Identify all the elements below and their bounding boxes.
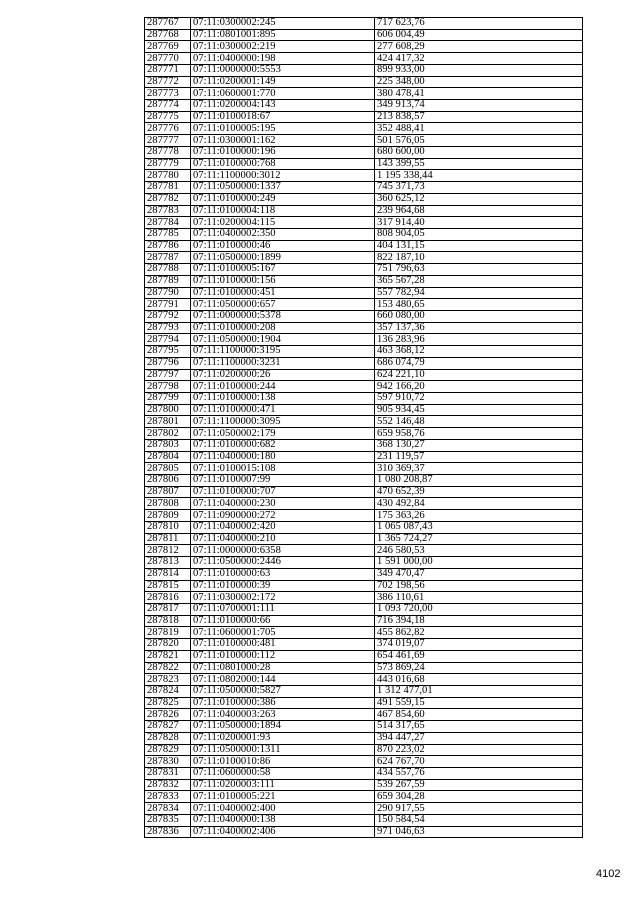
row-number-cell: 287823 bbox=[145, 674, 191, 686]
table-row bbox=[145, 18, 583, 30]
row-number-cell: 287797 bbox=[145, 369, 191, 381]
value-cell: 349 470,47 bbox=[375, 568, 583, 580]
cadastral-number-cell: 07:11:0400000:180 bbox=[191, 451, 375, 463]
table-row bbox=[145, 228, 583, 240]
row-number-cell: 287779 bbox=[145, 158, 191, 170]
cadastral-number-cell: 07:11:0500000:1337 bbox=[191, 182, 375, 194]
value-cell: 905 934,45 bbox=[375, 404, 583, 416]
cadastral-number-cell: 07:11:1100000:3012 bbox=[191, 170, 375, 182]
table-row bbox=[145, 732, 583, 744]
value-cell: 360 625,12 bbox=[375, 193, 583, 205]
row-number-cell: 287794 bbox=[145, 334, 191, 346]
cadastral-number-cell: 07:11:0400002:420 bbox=[191, 521, 375, 533]
table-row bbox=[145, 393, 583, 405]
value-cell: 404 131,15 bbox=[375, 240, 583, 252]
row-number-cell: 287814 bbox=[145, 568, 191, 580]
table-row bbox=[145, 756, 583, 768]
cadastral-number-cell: 07:11:0100000:196 bbox=[191, 146, 375, 158]
value-cell: 808 904,05 bbox=[375, 228, 583, 240]
table-row bbox=[145, 674, 583, 686]
value-cell: 899 933,00 bbox=[375, 64, 583, 76]
table-row bbox=[145, 29, 583, 41]
cadastral-number-cell: 07:11:0100000:451 bbox=[191, 287, 375, 299]
row-number-cell: 287785 bbox=[145, 228, 191, 240]
value-cell: 175 363,26 bbox=[375, 510, 583, 522]
cadastral-number-cell: 07:11:0500000:1904 bbox=[191, 334, 375, 346]
row-number-cell: 287780 bbox=[145, 170, 191, 182]
value-cell: 971 046,63 bbox=[375, 826, 583, 838]
table-row bbox=[145, 428, 583, 440]
table-row bbox=[145, 826, 583, 838]
row-number-cell: 287815 bbox=[145, 580, 191, 592]
cadastral-number-cell: 07:11:0500000:1899 bbox=[191, 252, 375, 264]
value-cell: 606 004,49 bbox=[375, 29, 583, 41]
row-number-cell: 287798 bbox=[145, 381, 191, 393]
row-number-cell: 287813 bbox=[145, 557, 191, 569]
table-row bbox=[145, 64, 583, 76]
row-number-cell: 287809 bbox=[145, 510, 191, 522]
table-row bbox=[145, 111, 583, 123]
value-cell: 349 913,74 bbox=[375, 100, 583, 112]
table-row bbox=[145, 768, 583, 780]
table-row bbox=[145, 158, 583, 170]
cadastral-number-cell: 07:11:0100000:66 bbox=[191, 615, 375, 627]
value-cell: 660 080,00 bbox=[375, 310, 583, 322]
table-row bbox=[145, 193, 583, 205]
value-cell: 1 080 208,87 bbox=[375, 475, 583, 487]
table-row bbox=[145, 135, 583, 147]
table-row bbox=[145, 662, 583, 674]
row-number-cell: 287825 bbox=[145, 697, 191, 709]
row-number-cell: 287783 bbox=[145, 205, 191, 217]
row-number-cell: 287793 bbox=[145, 322, 191, 334]
row-number-cell: 287775 bbox=[145, 111, 191, 123]
value-cell: 394 447,27 bbox=[375, 732, 583, 744]
table-row bbox=[145, 287, 583, 299]
value-cell: 150 584,54 bbox=[375, 814, 583, 826]
cadastral-number-cell: 07:11:0400002:406 bbox=[191, 826, 375, 838]
value-cell: 455 862,82 bbox=[375, 627, 583, 639]
table-row bbox=[145, 814, 583, 826]
value-cell: 654 461,69 bbox=[375, 650, 583, 662]
cadastral-number-cell: 07:11:0100005:195 bbox=[191, 123, 375, 135]
cadastral-number-cell: 07:11:0600000:58 bbox=[191, 768, 375, 780]
row-number-cell: 287801 bbox=[145, 416, 191, 428]
value-cell: 434 557,76 bbox=[375, 768, 583, 780]
value-cell: 686 074,79 bbox=[375, 357, 583, 369]
cadastral-number-cell: 07:11:0100000:46 bbox=[191, 240, 375, 252]
row-number-cell: 287805 bbox=[145, 463, 191, 475]
table-row bbox=[145, 697, 583, 709]
cadastral-number-cell: 07:11:0000000:6358 bbox=[191, 545, 375, 557]
row-number-cell: 287819 bbox=[145, 627, 191, 639]
table-row bbox=[145, 557, 583, 569]
value-cell: 317 914,40 bbox=[375, 217, 583, 229]
cadastral-number-cell: 07:11:0500000:5827 bbox=[191, 685, 375, 697]
table-row bbox=[145, 299, 583, 311]
table-row bbox=[145, 404, 583, 416]
table-row bbox=[145, 650, 583, 662]
row-number-cell: 287784 bbox=[145, 217, 191, 229]
row-number-cell: 287790 bbox=[145, 287, 191, 299]
value-cell: 1 195 338,44 bbox=[375, 170, 583, 182]
row-number-cell: 287821 bbox=[145, 650, 191, 662]
value-cell: 501 576,05 bbox=[375, 135, 583, 147]
cadastral-number-cell: 07:11:0100000:208 bbox=[191, 322, 375, 334]
table-row bbox=[145, 709, 583, 721]
cadastral-value-table bbox=[144, 17, 583, 838]
value-cell: 514 317,65 bbox=[375, 721, 583, 733]
row-number-cell: 287803 bbox=[145, 439, 191, 451]
row-number-cell: 287791 bbox=[145, 299, 191, 311]
cadastral-number-cell: 07:11:1100000:3231 bbox=[191, 357, 375, 369]
cadastral-number-cell: 07:11:0200003:111 bbox=[191, 779, 375, 791]
table-row bbox=[145, 463, 583, 475]
table-row bbox=[145, 275, 583, 287]
value-cell: 380 478,41 bbox=[375, 88, 583, 100]
table-row bbox=[145, 369, 583, 381]
row-number-cell: 287822 bbox=[145, 662, 191, 674]
row-number-cell: 287769 bbox=[145, 41, 191, 53]
value-cell: 822 187,10 bbox=[375, 252, 583, 264]
row-number-cell: 287800 bbox=[145, 404, 191, 416]
table-row bbox=[145, 615, 583, 627]
cadastral-number-cell: 07:11:0100000:39 bbox=[191, 580, 375, 592]
cadastral-number-cell: 07:11:0400000:198 bbox=[191, 53, 375, 65]
table-row bbox=[145, 486, 583, 498]
table-row bbox=[145, 41, 583, 53]
cadastral-number-cell: 07:11:0500000:1894 bbox=[191, 721, 375, 733]
table-row bbox=[145, 568, 583, 580]
cadastral-number-cell: 07:11:0801000:28 bbox=[191, 662, 375, 674]
cadastral-number-cell: 07:11:1100000:3095 bbox=[191, 416, 375, 428]
table-row bbox=[145, 639, 583, 651]
row-number-cell: 287772 bbox=[145, 76, 191, 88]
cadastral-number-cell: 07:11:0700001:111 bbox=[191, 603, 375, 615]
row-number-cell: 287789 bbox=[145, 275, 191, 287]
value-cell: 1 312 477,01 bbox=[375, 685, 583, 697]
cadastral-number-cell: 07:11:0400000:138 bbox=[191, 814, 375, 826]
cadastral-number-cell: 07:11:0802000:144 bbox=[191, 674, 375, 686]
cadastral-number-cell: 07:11:0100000:682 bbox=[191, 439, 375, 451]
value-cell: 573 869,24 bbox=[375, 662, 583, 674]
table-row bbox=[145, 205, 583, 217]
table-row bbox=[145, 240, 583, 252]
cadastral-number-cell: 07:11:0400000:210 bbox=[191, 533, 375, 545]
row-number-cell: 287807 bbox=[145, 486, 191, 498]
cadastral-number-cell: 07:11:0801001:895 bbox=[191, 29, 375, 41]
table-row bbox=[145, 592, 583, 604]
cadastral-number-cell: 07:11:0100000:768 bbox=[191, 158, 375, 170]
row-number-cell: 287817 bbox=[145, 603, 191, 615]
value-cell: 751 796,63 bbox=[375, 264, 583, 276]
value-cell: 467 854,60 bbox=[375, 709, 583, 721]
row-number-cell: 287796 bbox=[145, 357, 191, 369]
cadastral-number-cell: 07:11:0200001:93 bbox=[191, 732, 375, 744]
cadastral-number-cell: 07:11:0000000:5378 bbox=[191, 310, 375, 322]
value-cell: 352 488,41 bbox=[375, 123, 583, 135]
table-row bbox=[145, 744, 583, 756]
value-cell: 365 567,28 bbox=[375, 275, 583, 287]
value-cell: 659 958,76 bbox=[375, 428, 583, 440]
table-row bbox=[145, 346, 583, 358]
table-row bbox=[145, 76, 583, 88]
value-cell: 213 838,57 bbox=[375, 111, 583, 123]
cadastral-number-cell: 07:11:0100000:481 bbox=[191, 639, 375, 651]
value-cell: 386 110,61 bbox=[375, 592, 583, 604]
cadastral-number-cell: 07:11:0100000:707 bbox=[191, 486, 375, 498]
value-cell: 143 399,55 bbox=[375, 158, 583, 170]
table-row bbox=[145, 357, 583, 369]
table-row bbox=[145, 451, 583, 463]
cadastral-number-cell: 07:11:0500002:179 bbox=[191, 428, 375, 440]
page-number: 4102 bbox=[596, 868, 621, 880]
value-cell: 443 016,68 bbox=[375, 674, 583, 686]
row-number-cell: 287810 bbox=[145, 521, 191, 533]
value-cell: 745 371,73 bbox=[375, 182, 583, 194]
cadastral-number-cell: 07:11:0200001:149 bbox=[191, 76, 375, 88]
row-number-cell: 287808 bbox=[145, 498, 191, 510]
value-cell: 430 492,84 bbox=[375, 498, 583, 510]
row-number-cell: 287835 bbox=[145, 814, 191, 826]
row-number-cell: 287816 bbox=[145, 592, 191, 604]
row-number-cell: 287829 bbox=[145, 744, 191, 756]
row-number-cell: 287770 bbox=[145, 53, 191, 65]
cadastral-number-cell: 07:11:0500000:1311 bbox=[191, 744, 375, 756]
cadastral-number-cell: 07:11:0100000:386 bbox=[191, 697, 375, 709]
cadastral-number-cell: 07:11:0200000:26 bbox=[191, 369, 375, 381]
cadastral-number-cell: 07:11:0300002:172 bbox=[191, 592, 375, 604]
table-row bbox=[145, 381, 583, 393]
table-row bbox=[145, 416, 583, 428]
row-number-cell: 287802 bbox=[145, 428, 191, 440]
row-number-cell: 287833 bbox=[145, 791, 191, 803]
cadastral-number-cell: 07:11:0100018:67 bbox=[191, 111, 375, 123]
value-cell: 310 369,37 bbox=[375, 463, 583, 475]
value-cell: 136 283,96 bbox=[375, 334, 583, 346]
row-number-cell: 287818 bbox=[145, 615, 191, 627]
value-cell: 942 166,20 bbox=[375, 381, 583, 393]
row-number-cell: 287768 bbox=[145, 29, 191, 41]
value-cell: 231 119,57 bbox=[375, 451, 583, 463]
table-row bbox=[145, 217, 583, 229]
value-cell: 368 130,27 bbox=[375, 439, 583, 451]
table-row bbox=[145, 322, 583, 334]
row-number-cell: 287812 bbox=[145, 545, 191, 557]
value-cell: 153 480,65 bbox=[375, 299, 583, 311]
cadastral-number-cell: 07:11:0200004:115 bbox=[191, 217, 375, 229]
value-cell: 424 417,32 bbox=[375, 53, 583, 65]
value-cell: 680 600,00 bbox=[375, 146, 583, 158]
table-row bbox=[145, 580, 583, 592]
cadastral-number-cell: 07:11:0900000:272 bbox=[191, 510, 375, 522]
table-row bbox=[145, 252, 583, 264]
value-cell: 239 964,68 bbox=[375, 205, 583, 217]
table-row bbox=[145, 521, 583, 533]
value-cell: 463 368,12 bbox=[375, 346, 583, 358]
cadastral-number-cell: 07:11:0300002:219 bbox=[191, 41, 375, 53]
value-cell: 716 394,18 bbox=[375, 615, 583, 627]
row-number-cell: 287804 bbox=[145, 451, 191, 463]
value-cell: 659 304,28 bbox=[375, 791, 583, 803]
table-row bbox=[145, 498, 583, 510]
value-cell: 290 917,55 bbox=[375, 803, 583, 815]
row-number-cell: 287826 bbox=[145, 709, 191, 721]
value-cell: 557 782,94 bbox=[375, 287, 583, 299]
value-cell: 225 348,00 bbox=[375, 76, 583, 88]
value-cell: 624 221,10 bbox=[375, 369, 583, 381]
cadastral-number-cell: 07:11:0100015:108 bbox=[191, 463, 375, 475]
table-row bbox=[145, 779, 583, 791]
row-number-cell: 287792 bbox=[145, 310, 191, 322]
cadastral-number-cell: 07:11:0000000:5553 bbox=[191, 64, 375, 76]
table-row bbox=[145, 182, 583, 194]
row-number-cell: 287831 bbox=[145, 768, 191, 780]
row-number-cell: 287774 bbox=[145, 100, 191, 112]
row-number-cell: 287828 bbox=[145, 732, 191, 744]
row-number-cell: 287795 bbox=[145, 346, 191, 358]
row-number-cell: 287786 bbox=[145, 240, 191, 252]
cadastral-number-cell: 07:11:0500000:2446 bbox=[191, 557, 375, 569]
row-number-cell: 287806 bbox=[145, 475, 191, 487]
cadastral-number-cell: 07:11:0100000:156 bbox=[191, 275, 375, 287]
value-cell: 374 019,07 bbox=[375, 639, 583, 651]
row-number-cell: 287773 bbox=[145, 88, 191, 100]
value-cell: 357 137,36 bbox=[375, 322, 583, 334]
table-row bbox=[145, 334, 583, 346]
row-number-cell: 287767 bbox=[145, 18, 191, 30]
row-number-cell: 287788 bbox=[145, 264, 191, 276]
table-row bbox=[145, 170, 583, 182]
row-number-cell: 287777 bbox=[145, 135, 191, 147]
value-cell: 1 093 720,00 bbox=[375, 603, 583, 615]
value-cell: 870 223,02 bbox=[375, 744, 583, 756]
table-row bbox=[145, 627, 583, 639]
row-number-cell: 287799 bbox=[145, 393, 191, 405]
cadastral-number-cell: 07:11:0400002:350 bbox=[191, 228, 375, 240]
table-row bbox=[145, 791, 583, 803]
table-row bbox=[145, 53, 583, 65]
cadastral-number-cell: 07:11:0100000:138 bbox=[191, 393, 375, 405]
row-number-cell: 287820 bbox=[145, 639, 191, 651]
cadastral-number-cell: 07:11:0100004:118 bbox=[191, 205, 375, 217]
row-number-cell: 287787 bbox=[145, 252, 191, 264]
row-number-cell: 287776 bbox=[145, 123, 191, 135]
table-row bbox=[145, 475, 583, 487]
cadastral-number-cell: 07:11:0100000:471 bbox=[191, 404, 375, 416]
row-number-cell: 287832 bbox=[145, 779, 191, 791]
cadastral-number-cell: 07:11:0500000:657 bbox=[191, 299, 375, 311]
table-row bbox=[145, 123, 583, 135]
value-cell: 1 065 087,43 bbox=[375, 521, 583, 533]
table-row bbox=[145, 264, 583, 276]
table-row bbox=[145, 721, 583, 733]
cadastral-number-cell: 07:11:0100010:86 bbox=[191, 756, 375, 768]
table-row bbox=[145, 439, 583, 451]
cadastral-number-cell: 07:11:0100007:99 bbox=[191, 475, 375, 487]
cadastral-number-cell: 07:11:0400003:263 bbox=[191, 709, 375, 721]
cadastral-number-cell: 07:11:0100000:249 bbox=[191, 193, 375, 205]
table-row bbox=[145, 603, 583, 615]
value-cell: 246 580,53 bbox=[375, 545, 583, 557]
value-cell: 1 365 724,27 bbox=[375, 533, 583, 545]
cadastral-number-cell: 07:11:0400002:400 bbox=[191, 803, 375, 815]
row-number-cell: 287771 bbox=[145, 64, 191, 76]
cadastral-number-cell: 07:11:0100000:244 bbox=[191, 381, 375, 393]
row-number-cell: 287781 bbox=[145, 182, 191, 194]
row-number-cell: 287782 bbox=[145, 193, 191, 205]
cadastral-number-cell: 07:11:0200004:143 bbox=[191, 100, 375, 112]
value-cell: 277 608,29 bbox=[375, 41, 583, 53]
table-row bbox=[145, 803, 583, 815]
value-cell: 597 910,72 bbox=[375, 393, 583, 405]
value-cell: 552 146,48 bbox=[375, 416, 583, 428]
table-row bbox=[145, 510, 583, 522]
cadastral-number-cell: 07:11:0100000:63 bbox=[191, 568, 375, 580]
row-number-cell: 287830 bbox=[145, 756, 191, 768]
cadastral-number-cell: 07:11:0300001:162 bbox=[191, 135, 375, 147]
row-number-cell: 287811 bbox=[145, 533, 191, 545]
cadastral-number-cell: 07:11:0600001:770 bbox=[191, 88, 375, 100]
value-cell: 491 559,15 bbox=[375, 697, 583, 709]
cadastral-number-cell: 07:11:0400000:230 bbox=[191, 498, 375, 510]
table-row bbox=[145, 88, 583, 100]
row-number-cell: 287824 bbox=[145, 685, 191, 697]
value-cell: 1 591 000,00 bbox=[375, 557, 583, 569]
table-row bbox=[145, 533, 583, 545]
row-number-cell: 287827 bbox=[145, 721, 191, 733]
value-cell: 470 652,39 bbox=[375, 486, 583, 498]
value-cell: 717 623,76 bbox=[375, 18, 583, 30]
row-number-cell: 287778 bbox=[145, 146, 191, 158]
row-number-cell: 287836 bbox=[145, 826, 191, 838]
table-row bbox=[145, 100, 583, 112]
cadastral-number-cell: 07:11:1100000:3195 bbox=[191, 346, 375, 358]
table-row bbox=[145, 685, 583, 697]
cadastral-number-cell: 07:11:0100000:112 bbox=[191, 650, 375, 662]
cadastral-number-cell: 07:11:0600001:705 bbox=[191, 627, 375, 639]
row-number-cell: 287834 bbox=[145, 803, 191, 815]
cadastral-number-cell: 07:11:0100005:167 bbox=[191, 264, 375, 276]
value-cell: 539 267,59 bbox=[375, 779, 583, 791]
cadastral-number-cell: 07:11:0100005:221 bbox=[191, 791, 375, 803]
value-cell: 702 198,56 bbox=[375, 580, 583, 592]
table-row bbox=[145, 310, 583, 322]
cadastral-number-cell: 07:11:0300002:245 bbox=[191, 18, 375, 30]
table-row bbox=[145, 545, 583, 557]
table-row bbox=[145, 146, 583, 158]
value-cell: 624 767,70 bbox=[375, 756, 583, 768]
